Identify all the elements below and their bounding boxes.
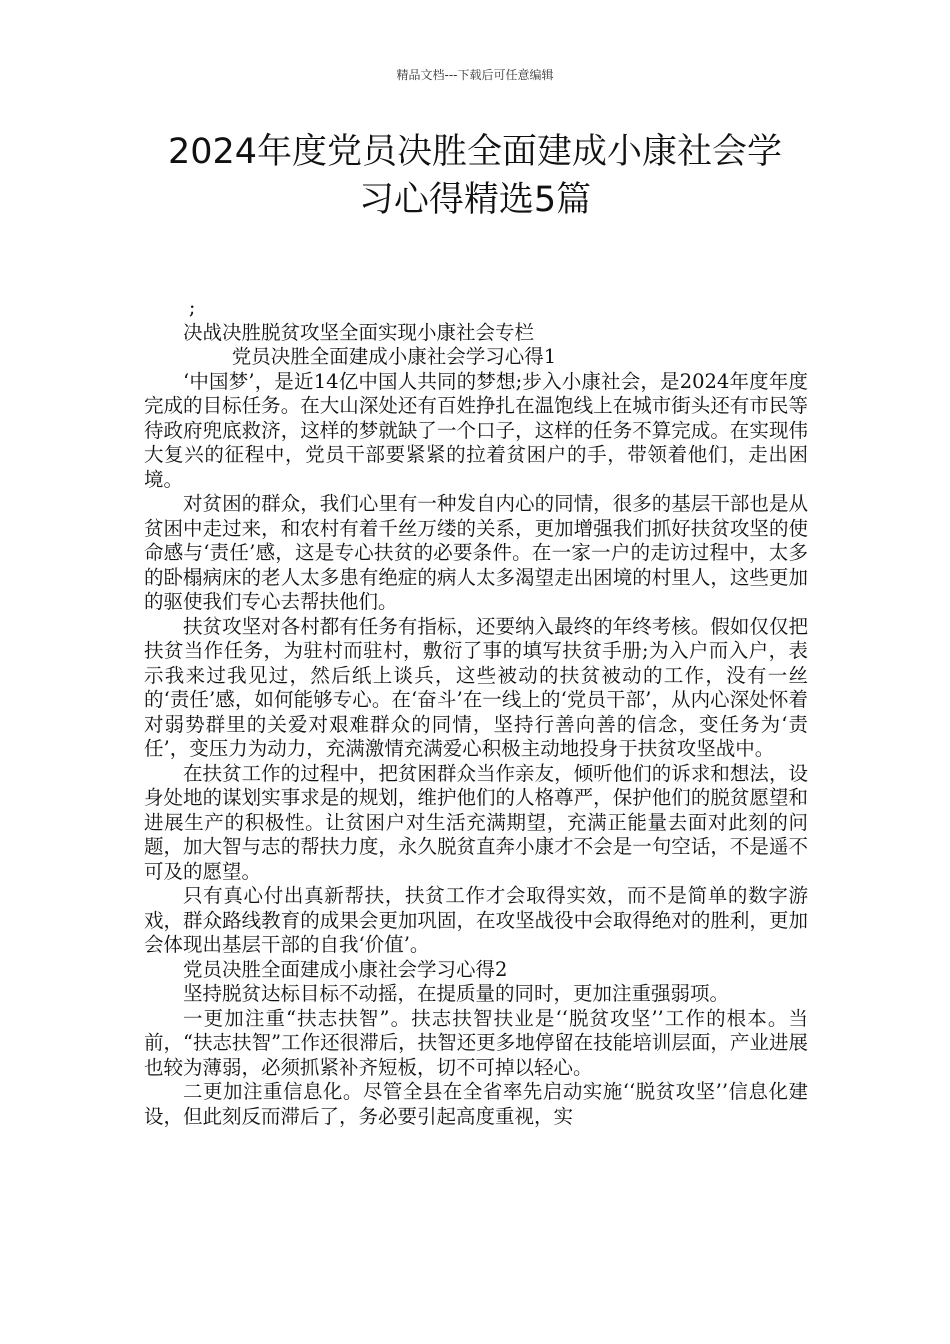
document-title-line-2: 习心得精选5篇 [358, 180, 592, 220]
page-header: 精品文档---下载后可任意编辑 [396, 68, 554, 82]
section-heading-2: 党员决胜全面建成小康社会学习心得2 [183, 957, 508, 981]
paragraph: 对贫困的群众，我们心里有一种发自内心的同情，很多的基层干部也是从贫困中走过来，和农村有着千丝万缕的关系，更加增强我们抓好扶贫攻坚的使命感与‘责任’感，这是专心扶贫的必要条件。在一家一户的走访过程中，太多的卧榻病床的老人太多患有绝症的病人太多渴望走出困境的村里人，这些更加的驱使我们专心去帮扶他们。 [144, 492, 808, 613]
paragraph: ‘中国梦’，是近14亿中国人共同的梦想;步入小康社会，是2024年度年度完成的目标任务。在大山深处还有百姓挣扎在温饱线上在城市街头还有市民等待政府兜底救济，这样的梦就缺了一个口子，这样的任务不算完成。在实现伟大复兴的征程中，党员干部要紧紧的拉着贫困户的手，带领着他们，走出困境。 [144, 369, 808, 491]
document-title-line-1: 2024年度党员决胜全面建成小康社会学 [167, 132, 783, 172]
paragraph: 只有真心付出真新帮扶，扶贫工作才会取得实效，而不是简单的数字游戏，群众路线教育的成果会更加巩固，在攻坚战役中会取得绝对的胜利，更加会体现出基层干部的自我‘价值’。 [144, 884, 808, 956]
section-heading-1: 党员决胜全面建成小康社会学习心得1 [231, 345, 557, 368]
paragraph: 坚持脱贫达标目标不动摇，在提质量的同时，更加注重强弱项。 [183, 982, 730, 1005]
paragraph: 二更加注重信息化。尽管全县在全省率先启动实施‘‘脱贫攻坚’’信息化建设，但此刻反而滞后了，务必要引起高度重视，实 [144, 1080, 808, 1128]
paragraph: 一更加注重“扶志扶智”。扶志扶智扶业是‘‘脱贫攻坚’’工作的根本。当前，“扶志扶智”工作还很滞后，扶智还更多地停留在技能培训层面，产业进展也较为薄弱，必须抓紧补齐短板，切不可掉以轻心。 [144, 1006, 808, 1079]
paragraph: 在扶贫工作的过程中，把贫困群众当作亲友，倾听他们的诉求和想法，设身处地的谋划实事求是的规划，维护他们的人格尊严，保护他们的脱贫愿望和进展生产的积极性。让贫困户对生活充满期望，充满正能量去面对此刻的问题，加大智与志的帮扶力度，永久脱贫直奔小康才不会是一句空话，不是遥不可及的愿望。 [144, 761, 808, 883]
column-title: 决战决胜脱贫攻坚全面实现小康社会专栏 [183, 320, 535, 344]
paragraph: 扶贫攻坚对各村都有任务有指标，还要纳入最终的年终考核。假如仅仅把扶贫当作任务，为驻村而驻村，敷衍了事的填写扶贫手册;为入户而入户，表示我来过我见过，然后纸上谈兵，这些被动的扶贫被动的工作，没有一丝的‘责任’感，如何能够专心。在‘奋斗’在一线上的‘党员干部’，从内心深处怀着对弱势群里的关爱对艰难群众的同情，坚持行善向善的信念，变任务为‘责任’，变压力为动力，充满激情充满爱心积极主动地投身于扶贫攻坚战中。 [144, 614, 808, 760]
stray-semicolon: ; [188, 296, 196, 319]
document-body [144, 296, 808, 1129]
document-title [120, 128, 830, 224]
